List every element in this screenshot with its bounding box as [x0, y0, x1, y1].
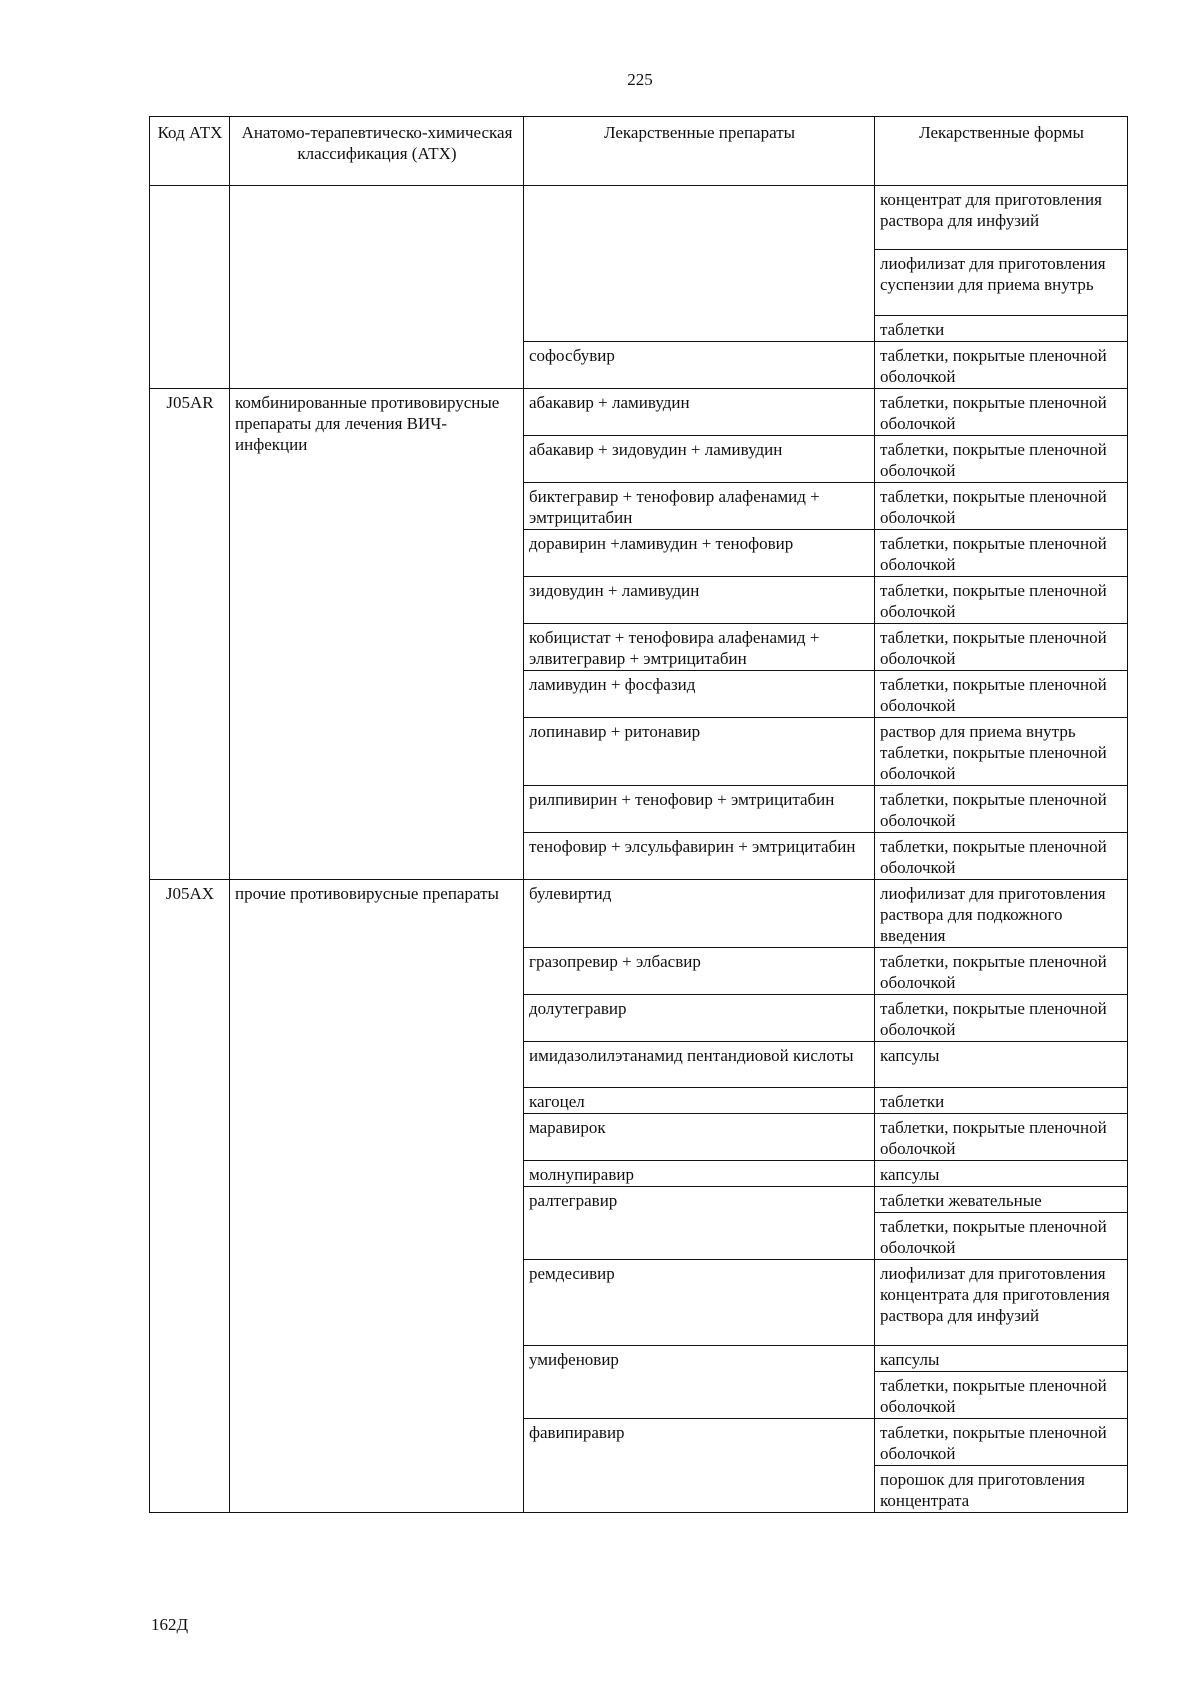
form-cell: таблетки жевательные	[875, 1187, 1128, 1213]
form-cell: таблетки	[875, 316, 1128, 342]
header-classification: Анатомо-терапевтическо-химическая классификация (АТХ)	[230, 117, 524, 186]
atx-group-name: комбинированные противовирусные препараты для лечения ВИЧ-инфекции	[230, 389, 524, 880]
drug-cell: имидазолилэтанамид пентандиовой кислоты	[524, 1042, 875, 1088]
atx-code: J05AR	[150, 389, 230, 880]
form-cell: таблетки, покрытые пленочной оболочкой	[875, 1419, 1128, 1466]
drug-cell: умифеновир	[524, 1346, 875, 1419]
form-cell: таблетки, покрытые пленочной оболочкой	[875, 577, 1128, 624]
form-cell: лиофилизат для приготовления суспензии для приема внутрь	[875, 250, 1128, 316]
form-cell: таблетки, покрытые пленочной оболочкой	[875, 1213, 1128, 1260]
form-cell: таблетки	[875, 1088, 1128, 1114]
form-cell: таблетки, покрытые пленочной оболочкой	[875, 483, 1128, 530]
atx-code: J05AX	[150, 880, 230, 1513]
drug-cell: гразопревир + элбасвир	[524, 948, 875, 995]
drug-cell: ламивудин + фосфазид	[524, 671, 875, 718]
form-cell: таблетки, покрытые пленочной оболочкой	[875, 1114, 1128, 1161]
drug-cell: кобицистат + тенофовира алафенамид + элвитегравир + эмтрицитабин	[524, 624, 875, 671]
form-cell: таблетки, покрытые пленочной оболочкой	[875, 436, 1128, 483]
form-cell: таблетки, покрытые пленочной оболочкой	[875, 671, 1128, 718]
atx-group-name: прочие противовирусные препараты	[230, 880, 524, 1513]
drug-cell: ремдесивир	[524, 1260, 875, 1346]
form-cell: концентрат для приготовления раствора для инфузий	[875, 186, 1128, 250]
drug-cell: абакавир + ламивудин	[524, 389, 875, 436]
drug-cell	[524, 186, 875, 342]
header-code: Код АТХ	[150, 117, 230, 186]
table-header-row	[150, 117, 1128, 186]
form-cell: лиофилизат для приготовления раствора для подкожного введения	[875, 880, 1128, 948]
form-cell: порошок для приготовления концентрата	[875, 1466, 1128, 1513]
classification-cell	[230, 186, 524, 389]
drug-cell: лопинавир + ритонавир	[524, 718, 875, 786]
code-cell	[150, 186, 230, 389]
form-cell: капсулы	[875, 1161, 1128, 1187]
page-number: 225	[627, 70, 653, 89]
drug-cell: кагоцел	[524, 1088, 875, 1114]
drug-cell: булевиртид	[524, 880, 875, 948]
form-cell: таблетки, покрытые пленочной оболочкой	[875, 342, 1128, 389]
form-cell: лиофилизат для приготовления концентрата для приготовления раствора для инфузий	[875, 1260, 1128, 1346]
form-cell: раствор для приема внутрь таблетки, покрытые пленочной оболочкой	[875, 718, 1128, 786]
form-cell: таблетки, покрытые пленочной оболочкой	[875, 948, 1128, 995]
drug-cell: долутегравир	[524, 995, 875, 1042]
drug-cell: доравирин +ламивудин + тенофовир	[524, 530, 875, 577]
form-cell: таблетки, покрытые пленочной оболочкой	[875, 833, 1128, 880]
drug-cell: абакавир + зидовудин + ламивудин	[524, 436, 875, 483]
form-cell: таблетки, покрытые пленочной оболочкой	[875, 786, 1128, 833]
drug-cell: ралтегравир	[524, 1187, 875, 1260]
form-cell: таблетки, покрытые пленочной оболочкой	[875, 389, 1128, 436]
atx-table	[149, 116, 1128, 1513]
header-drugs: Лекарственные препараты	[524, 117, 875, 186]
table-row	[150, 880, 1128, 948]
drug-cell: тенофовир + элсульфавирин + эмтрицитабин	[524, 833, 875, 880]
drug-cell: молнупиравир	[524, 1161, 875, 1187]
header-forms: Лекарственные формы	[875, 117, 1128, 186]
form-cell: капсулы	[875, 1346, 1128, 1372]
footer-code: 162Д	[151, 1615, 189, 1634]
form-cell: таблетки, покрытые пленочной оболочкой	[875, 1372, 1128, 1419]
form-cell: таблетки, покрытые пленочной оболочкой	[875, 995, 1128, 1042]
drug-cell: рилпивирин + тенофовир + эмтрицитабин	[524, 786, 875, 833]
drug-cell: фавипиравир	[524, 1419, 875, 1513]
drug-cell: биктегравир + тенофовир алафенамид + эмтрицитабин	[524, 483, 875, 530]
drug-cell: маравирок	[524, 1114, 875, 1161]
form-cell: таблетки, покрытые пленочной оболочкой	[875, 530, 1128, 577]
drug-cell: зидовудин + ламивудин	[524, 577, 875, 624]
form-cell: капсулы	[875, 1042, 1128, 1088]
table-row	[150, 389, 1128, 436]
form-cell: таблетки, покрытые пленочной оболочкой	[875, 624, 1128, 671]
table-row	[150, 186, 1128, 250]
drug-cell: софосбувир	[524, 342, 875, 389]
